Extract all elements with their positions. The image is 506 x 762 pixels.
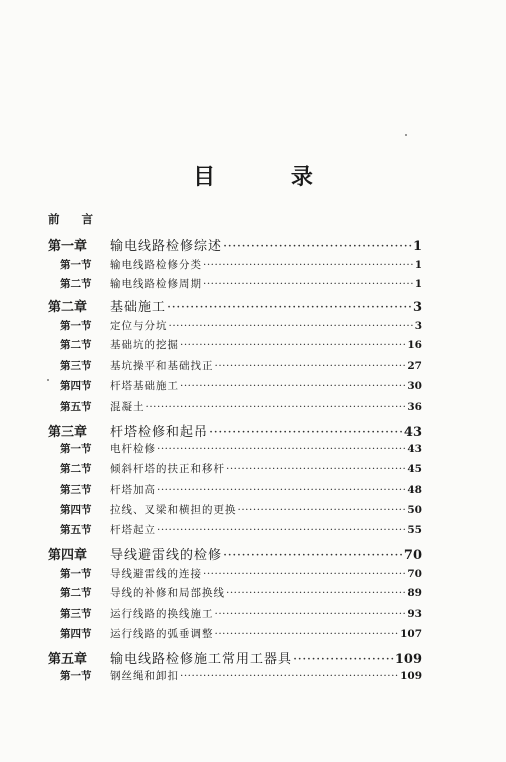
page-number: 55 — [407, 524, 422, 536]
dot-leader — [226, 587, 406, 599]
page-number: 43 — [403, 425, 422, 440]
toc-chapter-row[interactable] — [48, 648, 422, 667]
section-number: 第二节 — [60, 339, 92, 351]
chapter-title: 基础施工 — [110, 300, 167, 315]
dot-leader — [215, 360, 407, 372]
toc-section-row[interactable] — [60, 461, 422, 476]
section-number: 第五节 — [60, 401, 92, 413]
section-number: 第四节 — [60, 504, 92, 516]
toc-section-row[interactable] — [60, 482, 422, 497]
print-speck — [47, 379, 49, 381]
preface-entry: 前 言 — [48, 212, 103, 226]
page-number: 36 — [407, 401, 422, 413]
toc-section-row[interactable] — [60, 337, 422, 352]
toc-chapter-row[interactable] — [48, 544, 422, 563]
section-title: 杆塔基础施工 — [110, 380, 179, 392]
section-title: 输电线路检修周期 — [110, 278, 202, 290]
dot-leader — [203, 568, 406, 580]
toc-section-row[interactable] — [60, 626, 422, 641]
print-speck — [405, 134, 407, 136]
dot-leader — [203, 259, 414, 271]
toc-section-row[interactable] — [60, 257, 422, 272]
page-number: 109 — [400, 670, 422, 682]
dot-leader — [223, 548, 403, 563]
section-title: 杆塔起立 — [110, 524, 156, 536]
chapter-number: 第五章 — [48, 652, 88, 667]
section-title: 基础坑的挖掘 — [110, 339, 179, 351]
section-title: 钢丝绳和卸扣 — [110, 670, 179, 682]
section-number: 第一节 — [60, 568, 92, 580]
chapter-number: 第二章 — [48, 300, 88, 315]
page-number: 43 — [407, 443, 422, 455]
section-number: 第二节 — [60, 278, 92, 290]
page-number: 89 — [407, 587, 422, 599]
section-number: 第二节 — [60, 463, 92, 475]
section-title: 电杆检修 — [110, 443, 156, 455]
toc-section-row[interactable] — [60, 502, 422, 517]
dot-leader — [157, 484, 406, 496]
dot-leader — [223, 239, 412, 254]
page-title: 目 录 — [193, 164, 347, 190]
dot-leader — [209, 425, 403, 440]
page-number: 70 — [407, 568, 422, 580]
dot-leader — [157, 443, 406, 455]
page-number: 70 — [403, 548, 422, 563]
dot-leader — [215, 608, 407, 620]
chapter-title: 输电线路检修施工常用工器具 — [110, 652, 293, 667]
toc-section-row[interactable] — [60, 399, 422, 414]
toc-section-row[interactable] — [60, 276, 422, 291]
section-title: 混凝土 — [110, 401, 145, 413]
page-number: 30 — [407, 380, 422, 392]
toc-section-row[interactable] — [60, 585, 422, 600]
page-number: 3 — [412, 300, 422, 315]
section-number: 第三节 — [60, 608, 92, 620]
section-number: 第一节 — [60, 670, 92, 682]
chapter-title: 杆塔检修和起吊 — [110, 425, 209, 440]
section-number: 第一节 — [60, 443, 92, 455]
section-number: 第一节 — [60, 320, 92, 332]
chapter-title: 输电线路检修综述 — [110, 239, 223, 254]
page-number: 50 — [407, 504, 422, 516]
chapter-number: 第四章 — [48, 548, 88, 563]
section-title: 杆塔加高 — [110, 484, 156, 496]
chapter-title: 导线避雷线的检修 — [110, 548, 223, 563]
chapter-number: 第三章 — [48, 425, 88, 440]
dot-leader — [180, 670, 399, 682]
toc-section-row[interactable] — [60, 318, 422, 333]
section-number: 第四节 — [60, 628, 92, 640]
dot-leader — [293, 652, 394, 667]
section-number: 第三节 — [60, 360, 92, 372]
dot-leader — [169, 320, 414, 332]
toc-section-row[interactable] — [60, 566, 422, 581]
dot-leader — [180, 339, 406, 351]
page-number: 45 — [407, 463, 422, 475]
section-title: 导线避雷线的连接 — [110, 568, 202, 580]
section-number: 第一节 — [60, 259, 92, 271]
section-number: 第三节 — [60, 484, 92, 496]
page-number: 3 — [414, 320, 422, 332]
section-title: 输电线路检修分类 — [110, 259, 202, 271]
page-number: 1 — [414, 259, 422, 271]
dot-leader — [157, 524, 406, 536]
page-number: 107 — [400, 628, 422, 640]
section-number: 第五节 — [60, 524, 92, 536]
section-title: 倾斜杆塔的扶正和移杆 — [110, 463, 225, 475]
page-number: 27 — [407, 360, 422, 372]
section-title: 导线的补修和局部换线 — [110, 587, 225, 599]
toc-section-row[interactable] — [60, 441, 422, 456]
dot-leader — [238, 504, 407, 516]
dot-leader — [146, 401, 407, 413]
toc-chapter-row[interactable] — [48, 235, 422, 254]
dot-leader — [180, 380, 406, 392]
toc-section-row[interactable] — [60, 378, 422, 393]
section-number: 第二节 — [60, 587, 92, 599]
page-number: 109 — [394, 652, 422, 667]
page-number: 1 — [414, 278, 422, 290]
page-number: 16 — [407, 339, 422, 351]
toc-section-row[interactable] — [60, 358, 422, 373]
toc-section-row[interactable] — [60, 522, 422, 537]
section-number: 第四节 — [60, 380, 92, 392]
toc-chapter-row[interactable] — [48, 296, 422, 315]
section-title: 运行线路的弧垂调整 — [110, 628, 214, 640]
dot-leader — [167, 300, 412, 315]
dot-leader — [203, 278, 414, 290]
section-title: 基坑操平和基础找正 — [110, 360, 214, 372]
page-number: 93 — [407, 608, 422, 620]
section-title: 定位与分坑 — [110, 320, 168, 332]
dot-leader — [226, 463, 406, 475]
page-number: 1 — [412, 239, 422, 254]
page-number: 48 — [407, 484, 422, 496]
toc-section-row[interactable] — [60, 606, 422, 621]
section-title: 拉线、叉梁和横担的更换 — [110, 504, 237, 516]
toc-section-row[interactable] — [60, 668, 422, 683]
section-title: 运行线路的换线施工 — [110, 608, 214, 620]
dot-leader — [215, 628, 400, 640]
chapter-number: 第一章 — [48, 239, 88, 254]
toc-chapter-row[interactable] — [48, 421, 422, 440]
